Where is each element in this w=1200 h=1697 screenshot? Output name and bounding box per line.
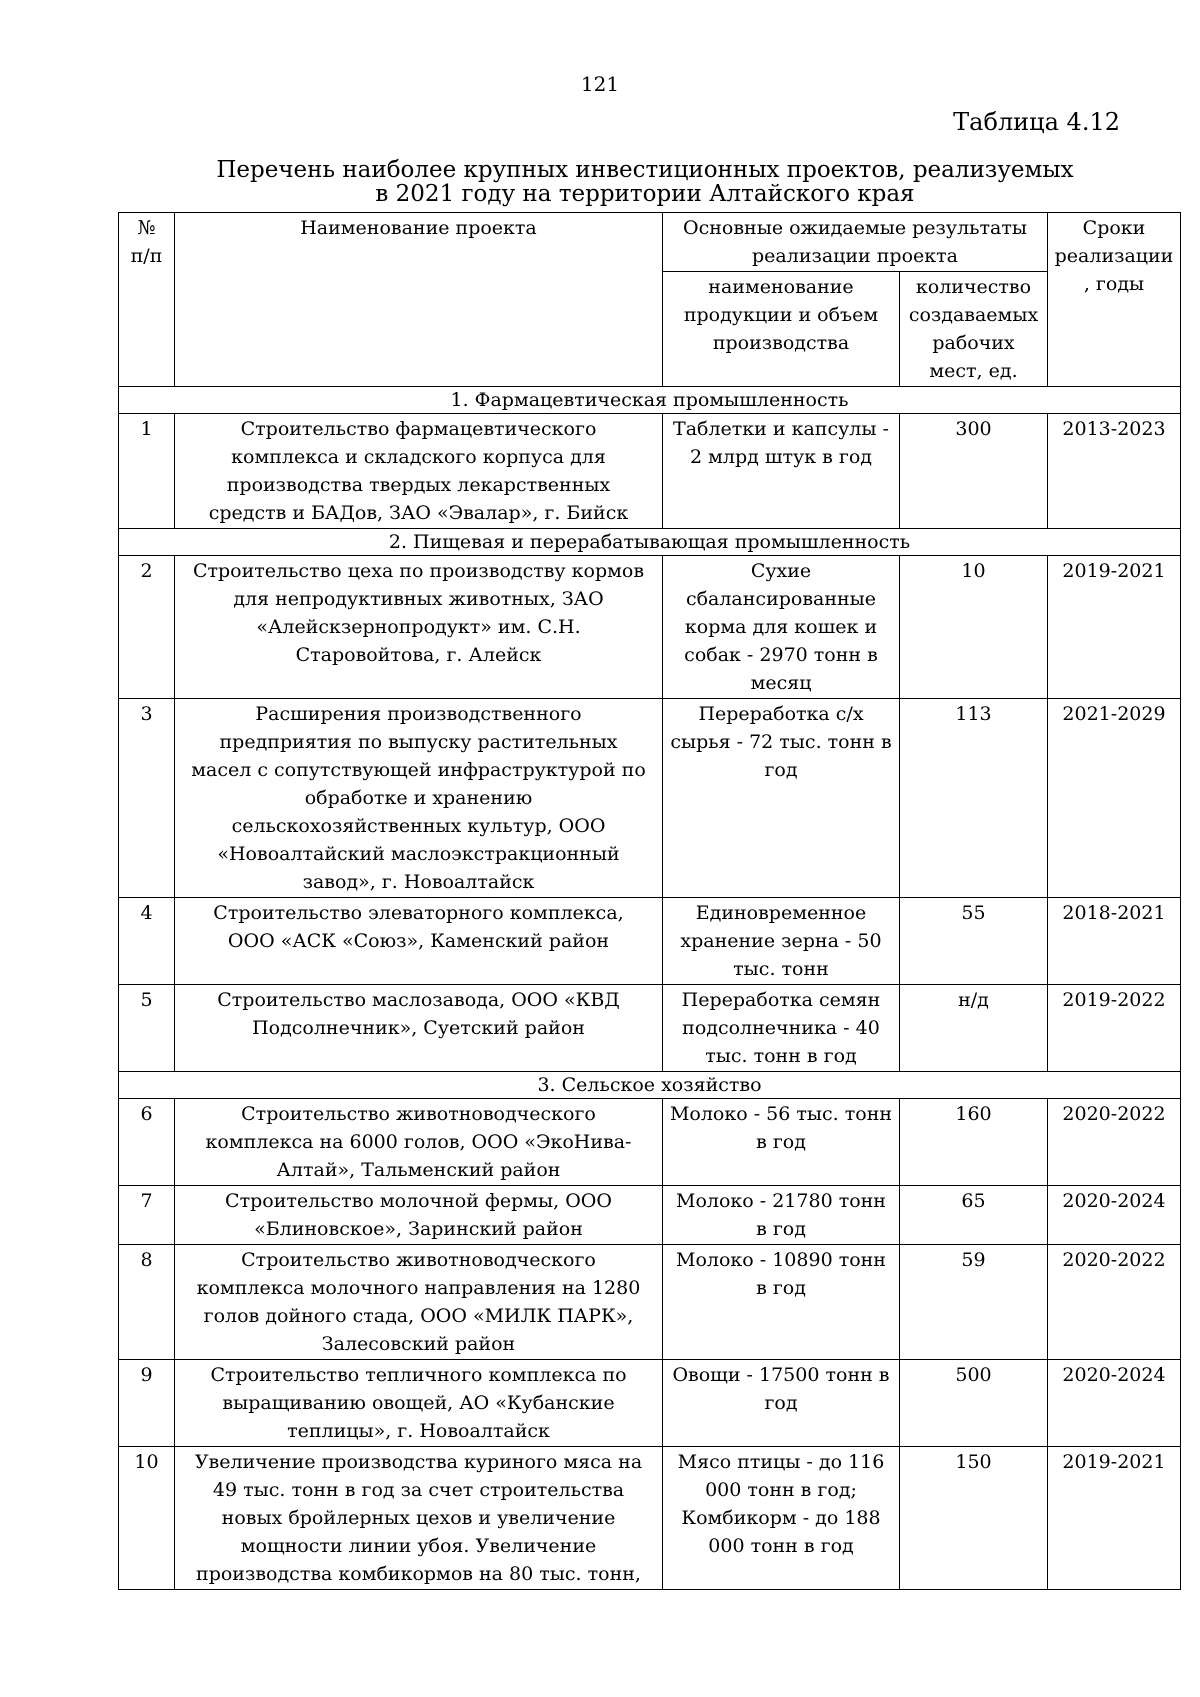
implementation-years: 2018-2021 xyxy=(1048,898,1181,985)
table-row xyxy=(119,1099,1181,1186)
section-title: 2. Пищевая и перерабатывающая промышленность xyxy=(119,529,1181,556)
row-number: 5 xyxy=(119,985,175,1072)
product-volume: Таблетки и капсулы - 2 млрд штук в год xyxy=(663,414,900,529)
header-num: № п/п xyxy=(119,213,175,387)
jobs-count: 65 xyxy=(900,1186,1048,1245)
header-row xyxy=(119,213,1181,272)
row-number: 10 xyxy=(119,1447,175,1590)
jobs-count: 59 xyxy=(900,1245,1048,1360)
implementation-years: 2019-2021 xyxy=(1048,1447,1181,1590)
implementation-years: 2021-2029 xyxy=(1048,699,1181,898)
table-label: Таблица 4.12 xyxy=(953,108,1120,136)
jobs-count: 10 xyxy=(900,556,1048,699)
jobs-count: 150 xyxy=(900,1447,1048,1590)
implementation-years: 2020-2024 xyxy=(1048,1360,1181,1447)
project-name: Строительство животноводческого комплекса на 6000 голов, ООО «ЭкоНива-Алтай», Тальменский район xyxy=(175,1099,663,1186)
section-row xyxy=(119,1072,1181,1099)
product-volume: Единовременное хранение зерна - 50 тыс. тонн xyxy=(663,898,900,985)
project-name: Расширения производственного предприятия по выпуску растительных масел с сопутствующей инфраструктурой по обработке и хранению сельскохозяйственных культур, ООО «Новоалтайский маслоэкстракционный завод», г. Новоалтайск xyxy=(175,699,663,898)
row-number: 4 xyxy=(119,898,175,985)
project-name: Строительство цеха по производству кормов для непродуктивных животных, ЗАО «Алейскзернопродукт» им. С.Н. Старовойтова, г. Алейск xyxy=(175,556,663,699)
product-volume: Сухие сбалансированные корма для кошек и собак - 2970 тонн в месяц xyxy=(663,556,900,699)
header-jobs: количество создаваемых рабочих мест, ед. xyxy=(900,272,1048,387)
table-title xyxy=(120,158,1170,206)
projects-table-body xyxy=(119,213,1181,1590)
project-name: Строительство молочной фермы, ООО «Блиновское», Заринский район xyxy=(175,1186,663,1245)
product-volume: Молоко - 56 тыс. тонн в год xyxy=(663,1099,900,1186)
row-number: 2 xyxy=(119,556,175,699)
product-volume: Мясо птицы - до 116 000 тонн в год; Комбикорм - до 188 000 тонн в год xyxy=(663,1447,900,1590)
implementation-years: 2019-2021 xyxy=(1048,556,1181,699)
project-name: Строительство животноводческого комплекса молочного направления на 1280 голов дойного стада, ООО «МИЛК ПАРК», Залесовский район xyxy=(175,1245,663,1360)
row-number: 8 xyxy=(119,1245,175,1360)
implementation-years: 2019-2022 xyxy=(1048,985,1181,1072)
project-name: Строительство элеваторного комплекса, ООО «АСК «Союз», Каменский район xyxy=(175,898,663,985)
product-volume: Переработка с/х сырья - 72 тыс. тонн в год xyxy=(663,699,900,898)
header-years: Сроки реализации, годы xyxy=(1048,213,1181,387)
jobs-count: 160 xyxy=(900,1099,1048,1186)
table-row xyxy=(119,1447,1181,1590)
row-number: 1 xyxy=(119,414,175,529)
jobs-count: 300 xyxy=(900,414,1048,529)
implementation-years: 2020-2022 xyxy=(1048,1099,1181,1186)
jobs-count: 113 xyxy=(900,699,1048,898)
section-title: 3. Сельское хозяйство xyxy=(119,1072,1181,1099)
section-row xyxy=(119,387,1181,414)
row-number: 7 xyxy=(119,1186,175,1245)
project-name: Строительство фармацевтического комплекса и складского корпуса для производства твердых лекарственных средств и БАДов, ЗАО «Эвалар», г. Бийск xyxy=(175,414,663,529)
table-row xyxy=(119,556,1181,699)
project-name: Строительство маслозавода, ООО «КВД Подсолнечник», Суетский район xyxy=(175,985,663,1072)
product-volume: Переработка семян подсолнечника - 40 тыс. тонн в год xyxy=(663,985,900,1072)
row-number: 6 xyxy=(119,1099,175,1186)
table-row xyxy=(119,414,1181,529)
table-row xyxy=(119,1186,1181,1245)
table-row xyxy=(119,898,1181,985)
section-row xyxy=(119,529,1181,556)
jobs-count: 500 xyxy=(900,1360,1048,1447)
jobs-count: н/д xyxy=(900,985,1048,1072)
table-title-line-2: в 2021 году на территории Алтайского края xyxy=(375,181,915,207)
table-title-line-1: Перечень наиболее крупных инвестиционных проектов, реализуемых xyxy=(216,157,1074,183)
header-name: Наименование проекта xyxy=(175,213,663,387)
jobs-count: 55 xyxy=(900,898,1048,985)
implementation-years: 2020-2022 xyxy=(1048,1245,1181,1360)
table-row xyxy=(119,985,1181,1072)
project-name: Увеличение производства куриного мяса на 49 тыс. тонн в год за счет строительства новых бройлерных цехов и увеличение мощности линии убоя. Увеличение производства комбикормов на 80 тыс. тонн, xyxy=(175,1447,663,1590)
table-row xyxy=(119,699,1181,898)
row-number: 3 xyxy=(119,699,175,898)
implementation-years: 2020-2024 xyxy=(1048,1186,1181,1245)
project-name: Строительство тепличного комплекса по выращиванию овощей, АО «Кубанские теплицы», г. Новоалтайск xyxy=(175,1360,663,1447)
table-row xyxy=(119,1245,1181,1360)
product-volume: Молоко - 21780 тонн в год xyxy=(663,1186,900,1245)
product-volume: Овощи - 17500 тонн в год xyxy=(663,1360,900,1447)
header-product: наименование продукции и объем производства xyxy=(663,272,900,387)
row-number: 9 xyxy=(119,1360,175,1447)
implementation-years: 2013-2023 xyxy=(1048,414,1181,529)
table-row xyxy=(119,1360,1181,1447)
section-title: 1. Фармацевтическая промышленность xyxy=(119,387,1181,414)
product-volume: Молоко - 10890 тонн в год xyxy=(663,1245,900,1360)
projects-table xyxy=(118,212,1181,1590)
header-results: Основные ожидаемые результаты реализации проекта xyxy=(663,213,1048,272)
page-number: 121 xyxy=(580,72,620,96)
